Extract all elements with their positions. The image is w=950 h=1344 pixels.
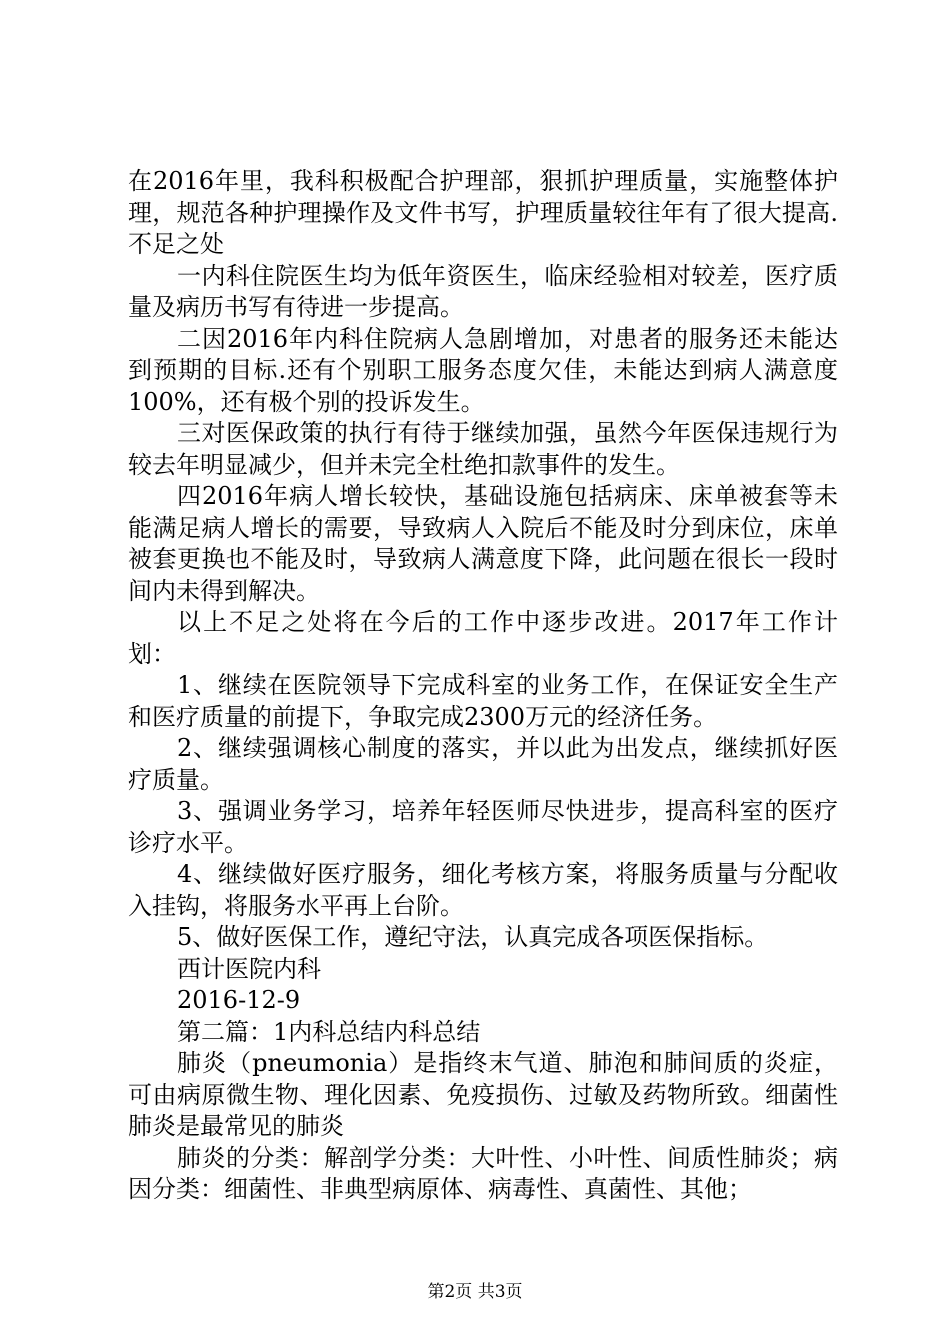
date: 2016-12-9 bbox=[177, 986, 301, 1014]
document-body bbox=[128, 166, 838, 1206]
paragraph-shortcoming-2: 二因2016年内科住院病人急剧增加，对患者的服务还未能达到预期的目标.还有个别职工服务态度欠佳，未能达到病人满意度100%，还有极个别的投诉发生。 bbox=[128, 324, 838, 416]
paragraph-plan-5: 5、做好医保工作，遵纪守法，认真完成各项医保指标。 bbox=[177, 923, 769, 951]
paragraph-shortcoming-4: 四2016年病人增长较快，基础设施包括病床、床单被套等未能满足病人增长的需要，导致病人入院后不能及时分到床位，床单被套更换也不能及时，导致病人满意度下降，此问题在很长一段时间内未得到解决。 bbox=[128, 482, 838, 605]
paragraph-intro: 在2016年里，我科积极配合护理部，狠抓护理质量，实施整体护理，规范各种护理操作及文件书写，护理质量较往年有了很大提高.不足之处 bbox=[128, 167, 838, 258]
paragraph-shortcoming-3: 三对医保政策的执行有待于继续加强，虽然今年医保违规行为较去年明显减少，但并未完全杜绝扣款事件的发生。 bbox=[128, 419, 838, 479]
paragraph-plan-3: 3、强调业务学习，培养年轻医师尽快进步，提高科室的医疗诊疗水平。 bbox=[128, 797, 838, 857]
paragraph-shortcoming-1: 一内科住院医生均为低年资医生，临床经验相对较差，医疗质量及病历书写有待进一步提高。 bbox=[128, 261, 838, 321]
paragraph-plan-4: 4、继续做好医疗服务，细化考核方案，将服务质量与分配收入挂钩，将服务水平再上台阶。 bbox=[128, 860, 838, 920]
paragraph-plan-2: 2、继续强调核心制度的落实，并以此为出发点，继续抓好医疗质量。 bbox=[128, 734, 838, 794]
signature: 西计医院内科 bbox=[177, 954, 321, 983]
paragraph-pneumonia-definition: 肺炎（pneumonia）是指终末气道、肺泡和肺间质的炎症，可由病原微生物、理化因素、免疫损伤、过敏及药物所致。细菌性肺炎是最常见的肺炎 bbox=[128, 1049, 838, 1140]
section-title: 第二篇：1内科总结内科总结 bbox=[177, 1017, 481, 1046]
paragraph-plan-1: 1、继续在医院领导下完成科室的业务工作，在保证安全生产和医疗质量的前提下，争取完成2300万元的经济任务。 bbox=[128, 671, 838, 731]
page-footer: 第2页 共3页 bbox=[427, 1282, 523, 1302]
paragraph-pneumonia-classification: 肺炎的分类：解剖学分类：大叶性、小叶性、间质性肺炎；病因分类：细菌性、非典型病原体、病毒性、真菌性、其他； bbox=[128, 1143, 838, 1203]
paragraph-plan-intro: 以上不足之处将在今后的工作中逐步改进。2017年工作计划： bbox=[128, 608, 838, 668]
